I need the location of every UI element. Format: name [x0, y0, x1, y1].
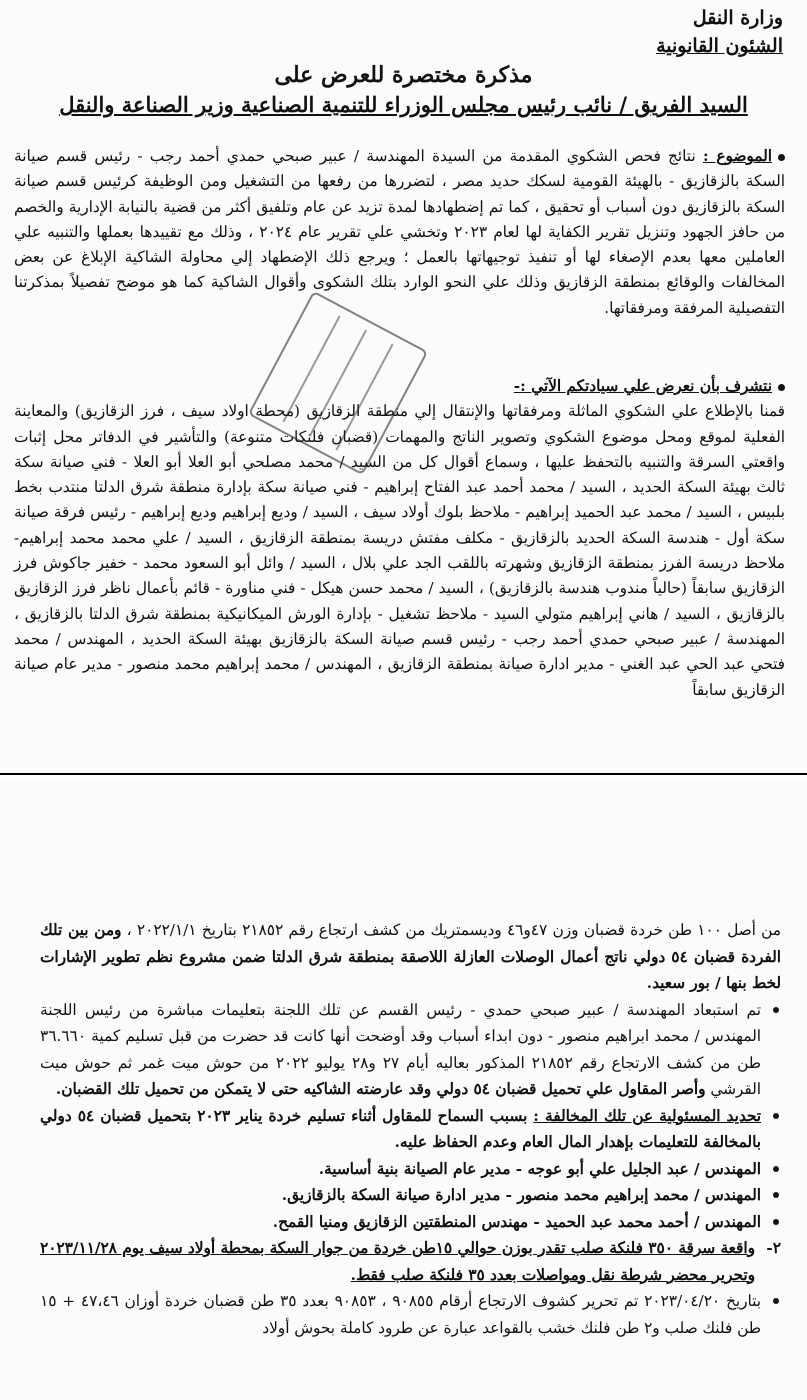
intro-heading: نتشرف بأن نعرض علي سيادتكم الآتي :- [513, 377, 772, 395]
responsible-person: المهندس / عبد الجليل علي أبو عوجه - مدير عام الصيانة بنية أساسية. [40, 1156, 781, 1183]
bullet-icon [773, 1192, 779, 1198]
responsible-person: المهندس / محمد إبراهيم محمد منصور - مدير ادارة صيانة السكة بالزقازيق. [40, 1182, 781, 1209]
subject-label: الموضوع : [702, 147, 772, 165]
bullet-icon [773, 1298, 779, 1304]
department-name: الشئون القانونية [656, 35, 783, 57]
subject-text: نتائج فحص الشكوي المقدمة من السيدة المهندسة / عبير صبحي حمدي أحمد رجب - رئيس قسم صيانة السكة بالزقازيق - بالهيئة القومية لسكك حديد مصر ، لتضررها من رفعها من التشغيل ومن الوظيفة كرئيس قسم صيانة السكة بالزقازيق دون أسباب أو تحقيق ، كما تم إضطهادها لمدة تزيد عن عام وتلفيق أكثر من قضية بالنيابة الإدارية والخصم من حافز الجهود وتنزيل تقرير الكفاية لها لعام ٢٠٢٣ وتخشي علي تقرير عام ٢٠٢٤ ، وذلك مع تقييدها بعملها والتنبيه علي العاملين معها بعدم الإصغاء لها أو تنفيذ توجيهاتها بالعمل ؛ ويرجع ذلك الإضطهاد إلي محاولة الشاكية الإبلاغ عن بعض المخالفات والوقائع بمنطقة الزقازيق وذلك علي النحو الوارد بتلك الشكوى وأقوال الشاكية كما هو موضح تفصيلاً بمذكرتنا التفصيلية المرفقة ومرفقاتها. [14, 147, 785, 317]
item-number: ٢- [766, 1239, 781, 1257]
ministry-name: وزارة النقل [692, 7, 783, 29]
numbered-item-2: ٢- واقعة سرقة ٣٥٠ فلنكة صلب تقدر بوزن حوالي ١٥طن خردة من جوار السكة بمحطة أولاد سيف يوم ٢٠٢٣/١١/٢٨ وتحرير محضر شرطة نقل ومواصلات بعدد ٣٥ فلنكة صلب فقط. [40, 1235, 781, 1288]
bullet-icon [773, 1219, 779, 1225]
page2-body [40, 917, 781, 1341]
memo-title: مذكرة مختصرة للعرض على [274, 62, 533, 88]
intro-text: قمنا بالإطلاع علي الشكوي الماثلة ومرفقاتها والإنتقال إلي منطقة الزقازيق (محطة اولاد سيف ، فرز الزقازيق) والمعاينة الفعلية لموقع ومحل موضوع الشكوي وتصوير الناتج والمهمات (قضبان فلنكات متنوعة) والتأشير في الدفاتر محل إثبات واقعتي السرقة والتنبيه بالتحفظ عليها ، وسماع أقوال كل من السيد / محمد مصلحي أبو العلا أبو العلا - فني صيانة سكة ثالث بهيئة السكة الحديد ، السيد / محمد أحمد عبد الفتاح إبراهيم - فني صيانة سكة بإدارة منطقة شرق الدلتا منتدب بخط بلبيس ، السيد / محمد عبد الحميد إبراهيم - ملاحظ بلوك أولاد سيف ، السيد / وديع إبراهيم وديع إبراهيم - رئيس فرقة صيانة سكة أول - هندسة السكة الحديد بالزقازيق - مكلف مفتش دريسة بمنطقة الزقازيق ، السيد / علي محمد محمد إبراهيم- ملاحظ دريسة الفرز بمنطقة الزقازيق وشهرته باللقب الجد علي بلال ، السيد / وائل أبو السعود محمد - خفير جاكوش فرز الزقازيق سابقاً (حالياً مندوب هندسة بالزقازيق) ، السيد / محمد حسن هيكل - فني مناورة - قائم بأعمال ناظر فرز الزقازيق بالزقازيق ، السيد / هاني إبراهيم متولي السيد - ملاحظ تشغيل - بإدارة الورش الميكانيكية بمنطقة شرق الدلتا بالزقازيق ، المهندسة / عبير صبحي حمدي أحمد رجب - رئيس قسم صيانة السكة بالزقازيق بهيئة السكة الحديد ، المهندس / محمد فتحي عبد الحي عبد الغني - مدير ادارة صيانة بمنطقة الزقازيق ، المهندس / محمد إبراهيم محمد منصور - مدير عام صيانة الزقازيق سابقاً [14, 402, 785, 699]
bullet-icon [778, 154, 785, 161]
bullet-icon [778, 384, 785, 391]
intro-paragraph [14, 374, 785, 703]
letterhead [656, 4, 783, 60]
bullet-committee-exclusion: تم استبعاد المهندسة / عبير صبحي حمدي - رئيس القسم عن تلك اللجنة بتعليمات مباشرة من رئيس اللجنة المهندس / محمد ابراهيم منصور - دون ابداء أسباب وقد أوضحت أنها كانت قد حضرت من قبل تسليم كمية ٣٦.٦٦٠ طن من كشف الارتجاع رقم ٢١٨٥٢ المذكور بعاليه أيام ٢٧ و٢٨ يوليو ٢٠٢٢ من حوش ميت غمر ثم حوش ميت القرشي وأصر المقاول علي تحميل قضبان ٥٤ دولي وقد عارضته الشاكيه حتى لا يتمكن من تحميل تلك القضبان. [40, 997, 781, 1103]
document-page-2 [0, 781, 807, 1400]
addressee-line: السيد الفريق / نائب رئيس مجلس الوزراء للتنمية الصناعية وزير الصناعة والنقل [59, 92, 748, 117]
bullet-icon [773, 1113, 779, 1119]
bullet-icon [773, 1007, 779, 1013]
bullet-responsibility: تحديد المسئولية عن تلك المخالفة : بسبب السماح للمقاول أثناء تسليم خردة يناير ٢٠٢٣ بتحميل قضبان ٥٤ دولي بالمخالفة للتعليمات بإهدار المال العام وعدم الحفاظ عليه. [40, 1103, 781, 1156]
subject-paragraph [14, 144, 785, 321]
bullet-icon [773, 1166, 779, 1172]
paragraph-scrap-origin: من أصل ١٠٠ طن خردة قضبان وزن ٤٧و٤٦ وديسمتريك من كشف ارتجاع رقم ٢١٨٥٢ بتاريخ ٢٠٢٢/١/١ ، ومن بين تلك الفردة قضبان ٥٤ دولي ناتج أعمال الوصلات العازلة اللاصقة بمنطقة شرق الدلتا ضمن مشروع نظم تطوير الإشارات لخط بنها / بور سعيد. [40, 921, 781, 992]
bullet-return-sheets: بتاريخ ٢٠٢٣/٠٤/٢٠ تم تحرير كشوف الارتجاع أرقام ٩٠٨٥٥ ، ٩٠٨٥٣ بعدد ٣٥ طن قضبان خردة أوزان ٤٧،٤٦ + ١٥ طن فلنك صلب و٢ طن فلنك خشب بالقواعد عبارة عن طرود كاملة بحوش أولاد [40, 1288, 781, 1341]
responsible-person: المهندس / أحمد محمد عبد الحميد - مهندس المنطقتين الزقازيق ومنيا القمح. [40, 1209, 781, 1236]
